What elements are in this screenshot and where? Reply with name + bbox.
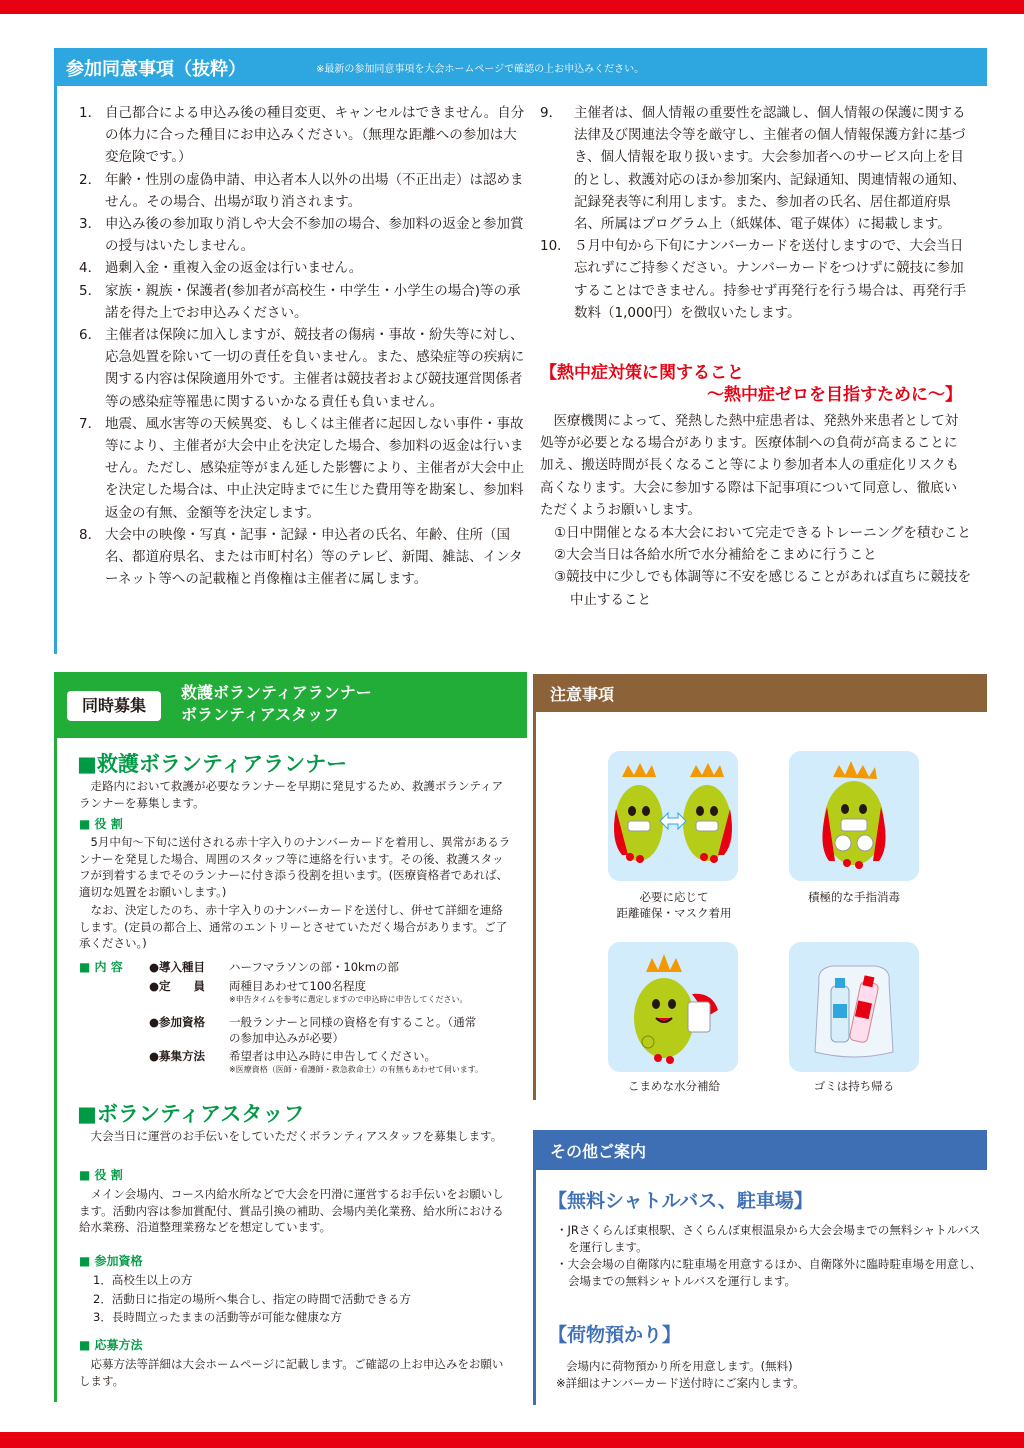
hand-sanitizing-illustration [789,751,919,881]
qual-item: 2．活動日に指定の場所へ集合し、指定の時間で活動できる方 [93,1291,411,1306]
item-number: 9． [540,105,563,121]
staff-apply-label: ■ 応募方法 [79,1338,143,1352]
qual-item: 3．長時間立ったままの活動等が可能な健康な方 [93,1310,342,1325]
shuttle-item: ・大会会場の自衛隊内に駐車場を用意するほか、自衛隊外に臨時駐車場を用意し、会場までの無料シャトルバスを運行します。 [556,1257,982,1288]
top-red-bar [0,0,1024,14]
item-text: 申込み後の参加取り消しや大会不参加の場合、参加料の返金と参加賞の授与はいたしません。 [105,216,524,255]
row-value-wrap [229,978,519,1005]
consent-list-right [540,102,970,324]
rescue-row [149,959,529,979]
consent-item [79,102,529,169]
row-key: ●定 員 [149,979,206,993]
item-number: 10． [540,238,571,255]
heatstroke-title [540,362,970,406]
row-value: 一般ランナーと同様の資格を有すること。（通常の参加申込みが必要） [229,1015,477,1045]
heatstroke-body: 医療機関によって、発熱した熱中症患者は、発熱外来患者として対処等が必要となる場合があります。医療体制への負荷が高まることに加え、搬送時間が長くなること等により参加者本人の重症化リスクも高くなります。大会に参加する際は下記事項について同意し、徹底いただくようお願いします。 [540,413,960,518]
staff-qual-list [93,1272,513,1326]
caption-trash: ゴミは持ち帰る [813,1079,895,1093]
row-value-wrap [229,1014,479,1046]
rescue-row [149,1014,529,1048]
other-info-section [533,1130,984,1405]
rescue-intro: 走路内において救護が必要なランナーを早期に発見するため、救護ボランティアランナーを募集します。 [79,779,504,810]
recruit-header [57,672,527,738]
staff-apply-text: 応募方法等詳細は大会ホームページに記載します。ご確認の上お申込みをお願いします。 [79,1357,504,1388]
staff-qual-label: ■ 参加資格 [79,1254,143,1268]
caption-sanitizing: 積極的な手指消毒 [808,890,900,904]
rescue-role-text-2: なお、決定したのち、赤十字入りのナンバーカードを送付し、併せて詳細を連絡します。(定員の都合上、通常のエントリーとさせていただく場合があります。ご了承ください。) [79,903,508,951]
staff-heading: ■ボランティアスタッフ [77,1102,305,1126]
item-text: ５月中旬から下旬にナンバーカードを送付しますので、大会当日忘れずにご持参ください。ナンバーカードをつけずに競技に参加することはできません。持参せず再発行を行う場合は、再発行手数料（1,000円）を徴収いたします。 [574,238,967,321]
hydration-illustration [608,942,738,1072]
row-value: 希望者は申込み時に申告してください。 [229,1049,436,1063]
item-number: 8． [79,526,102,543]
row-key: ●参加資格 [149,1015,206,1029]
row-value: 両種目あわせて100名程度 [229,979,366,993]
caption-line: 必要に応じて [639,890,709,904]
caption-line: 距離確保・マスク着用 [616,906,732,920]
rescue-role-text-1: 5月中旬〜下旬に送付される赤十字入りのナンバーカードを着用し、異常があるランナーを発見した場合、周囲のスタッフ等に連絡を行います。その後、救護スタッフが到着するまでそのランナーに付き添う役割を担います。(医療資格者であれば、適切な処置をお願いします。) [79,835,511,899]
consent-item [79,524,529,591]
item-number: 2． [79,171,102,188]
qual-item: 1．高校生以上の方 [93,1273,193,1287]
heatstroke-title-line2: 〜熱中症ゼロを目指すために〜】 [707,385,962,405]
row-value: ハーフマラソンの部・10kmの部 [229,960,399,974]
row-note: ※申告タイムを参考に選定しますので申込時に申告してください。 [229,995,468,1004]
item-text: 家族・親族・保護者(参加者が高校生・中学生・小学生の場合)等の承諾を得た上でお申込みください。 [105,282,521,321]
staff-intro: 大会当日に運営のお手伝いをしていただくボランティアスタッフを募集します。 [90,1129,503,1143]
row-value-wrap [229,1048,519,1075]
consent-section [54,86,984,654]
item-number: 6． [79,327,102,344]
staff-role-text: メイン会場内、コース内給水所などで大会を円滑に運営するお手伝いをお願いします。活動内容は参加賞配付、賞品引換の補助、会場内美化業務、給水所における給水業務、沿道整理業務などを想定しています。 [79,1187,504,1235]
shuttle-list [556,1222,986,1290]
row-key: ●導入種目 [149,960,206,974]
item-text: 主催者は、個人情報の重要性を認識し、個人情報の保護に関する法律及び関連法令等を厳守し、主催者の個人情報保護方針に基づき、個人情報を取り扱います。大会参加者へのサービス向上を目的とし、救護対応のほか参加案内、記録通知、関連情報の通知、記録発表等に利用します。また、参加者の氏名、居住都道府県名、所属はプログラム上（紙媒体、電子媒体）に掲載します。 [574,105,966,233]
other-info-header [536,1130,987,1170]
staff-role-label: ■ 役 割 [79,1168,123,1182]
consent-item [79,257,529,279]
consent-item [79,213,529,257]
luggage-title: 【荷物預かり】 [548,1324,682,1346]
recruit-section [54,672,524,1402]
item-text: 地震、風水害等の天候異変、もしくは主催者に起因しない事件・事故等により、主催者が大会中止を決定した場合、参加料の返金は行いません。ただし、感染症等がまん延した影響により、主催者が大会中止を決定した場合は、中止決定時までに生じた費用等を勘案し、参加料返金の有無、金額等を決定します。 [105,415,525,521]
consent-item [79,413,529,524]
recruit-title-1: 救護ボランティアランナー [181,683,372,702]
luggage-text-1: 会場内に荷物預かり所を用意します。(無料) [566,1359,793,1373]
heatstroke-item: ②大会当日は各給水所で水分補給をこまめに行うこと [554,547,877,564]
recruit-tag: 同時募集 [67,691,161,721]
consent-item [79,324,529,413]
consent-item [79,169,529,213]
rescue-content-label: ■ 内 容 [79,960,123,974]
item-number: 1． [79,105,102,121]
rescue-role-label: ■ 役 割 [79,817,123,831]
item-number: 4． [79,260,102,277]
caption-distancing [574,889,774,921]
caution-header [536,674,987,712]
trash-bag-illustration [789,942,919,1072]
rescue-row [149,978,529,1012]
item-text: 年齢・性別の虚偽申請、申込者本人以外の出場（不正出走）は認めません。その場合、出場が取り消されます。 [105,171,524,210]
consent-title: 参加同意事項（抜粋） [66,59,246,80]
bottom-red-bar [0,1432,1024,1448]
consent-item [540,235,970,324]
consent-item [79,280,529,324]
item-text: 自己都合による申込み後の種目変更、キャンセルはできません。自分の体力に合った種目にお申込みください。（無理な距離への参加は大変危険です。） [105,105,525,166]
luggage-text-2: ※詳細はナンバーカード送付時にご案内します。 [556,1376,805,1390]
item-text: 主催者は保険に加入しますが、競技者の傷病・事故・紛失等に対し、応急処置を除いて一切の責任を負いません。また、感染症等の疾病に関する内容は保険適用外です。主催者は競技者および競技運営関係者等の感染症等罹患に関するいかなる責任も負いません。 [105,327,525,410]
item-number: 3． [79,216,102,233]
rescue-heading: ■救護ボランティアランナー [77,752,348,776]
consent-list-left [79,102,529,590]
recruit-title-2: ボランティアスタッフ [181,705,340,724]
heatstroke-item: ①日中開催となる本大会において完走できるトレーニングを積むこと [554,525,971,541]
heatstroke-title-line1: 【熱中症対策に関すること [540,363,744,383]
header-tab-decoration [977,48,987,86]
distancing-mask-illustration [608,751,738,881]
row-value-wrap [229,959,519,975]
rescue-row [149,1048,529,1082]
row-key: ●募集方法 [149,1049,206,1063]
other-info-title: その他ご案内 [550,1142,647,1161]
shuttle-title: 【無料シャトルバス、駐車場】 [548,1190,813,1212]
heatstroke-item: ③競技中に少しでも体調等に不安を感じることがあれば直ちに競技を中止すること [554,569,972,608]
recruit-titles [181,682,372,726]
item-number: 5． [79,282,102,299]
caution-section [533,674,984,1100]
consent-item [540,102,970,235]
caution-title: 注意事項 [550,685,615,704]
heatstroke-list [554,522,974,611]
row-note: ※医療資格（医師・看護師・救急救命士）の有無もあわせて伺います。 [229,1065,484,1074]
item-number: 7． [79,415,102,432]
consent-note: ※最新の参加同意事項を大会ホームページで確認の上お申込みください。 [316,64,645,75]
shuttle-item: ・JRさくらんぼ東根駅、さくらんぼ東根温泉から大会会場までの無料シャトルバスを運行します。 [556,1223,981,1254]
consent-header [54,48,984,86]
item-text: 過剰入金・重複入金の返金は行いません。 [105,260,363,277]
item-text: 大会中の映像・写真・記事・記録・申込者の氏名、年齢、住所（国名、都道府県名、または市町村名）等のテレビ、新聞、雑誌、インターネット等への記載権と肖像権は主催者に属します。 [105,526,523,588]
caption-hydration: こまめな水分補給 [628,1079,720,1093]
